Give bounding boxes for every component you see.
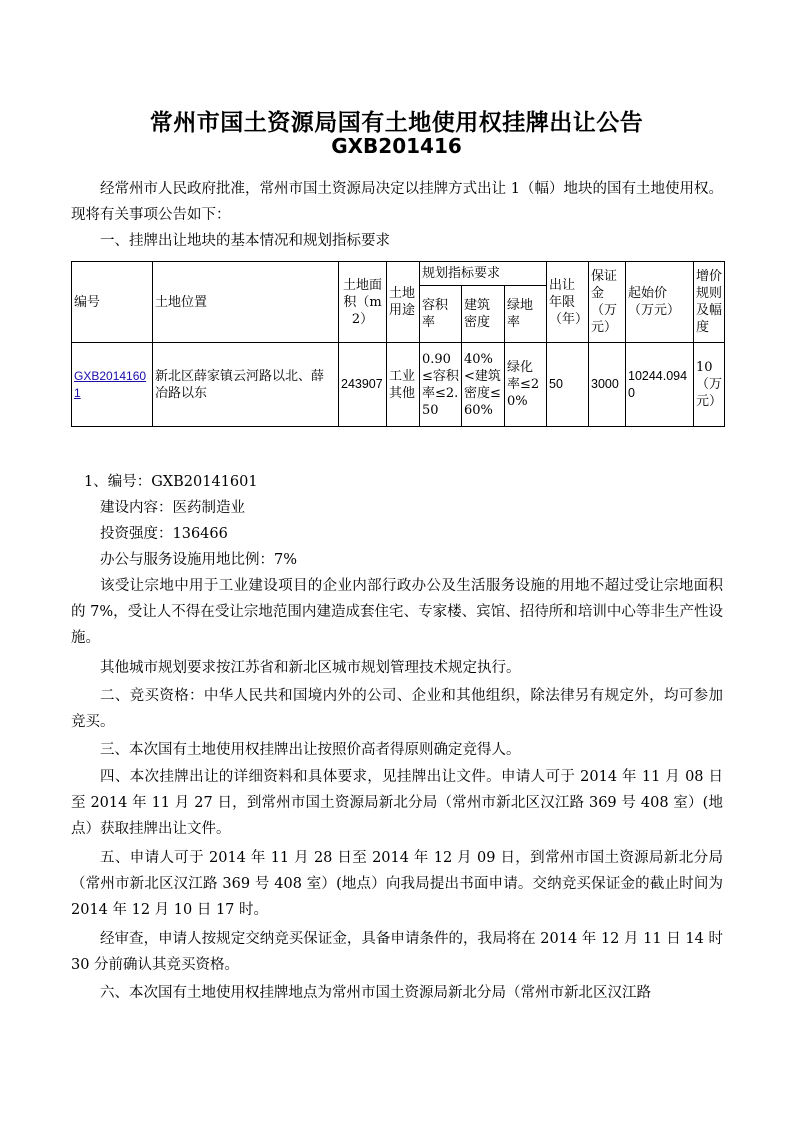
document-title: 常州市国土资源局国有土地使用权挂牌出让公告	[149, 110, 644, 136]
intro-paragraph: 经常州市人民政府批准，常州市国土资源局决定以挂牌方式出让 1（幅）地块的国有土地使用权。现将有关事项公告如下：	[71, 181, 723, 223]
header-location: 土地位置	[153, 262, 339, 343]
section1-heading: 一、挂牌出让地块的基本情况和规划指标要求	[100, 233, 390, 249]
header-area: 土地面积（m2）	[339, 262, 387, 343]
cell-area: 243907	[339, 343, 387, 427]
section-5-review: 经审查，申请人按规定交纳竞买保证金，具备申请条件的，我局将在 2014 年 12 月 11 日 14 时 30 分前确认其竞买资格。	[71, 931, 723, 973]
section-2: 二、竞买资格：中华人民共和国境内外的公司、企业和其他组织，除法律另有规定外，均可参加竞买。	[71, 688, 723, 730]
cell-start-price: 10244.0940	[626, 343, 694, 427]
cell-deposit: 3000	[589, 343, 626, 427]
document-code: GXB201416	[331, 134, 462, 158]
detail-office-note: 该受让宗地中用于工业建设项目的企业内部行政办公及生活服务设施的用地不超过受让宗地面积的 7%，受让人不得在受让宗地范围内建造成套住宅、专家楼、宾馆、招待所和培训中心等非生产性设施。	[71, 578, 723, 646]
cell-far: 0.90≤容积率≤2.50	[420, 343, 462, 427]
parcel-table	[71, 261, 725, 427]
header-density: 建筑密度	[462, 286, 505, 343]
detail-investment: 投资强度：136466	[100, 526, 228, 542]
cell-term: 50	[547, 343, 589, 427]
cell-density: 40%<建筑密度≤60%	[462, 343, 505, 427]
cell-increment: 10（万元）	[694, 343, 725, 427]
header-green: 绿地率	[505, 286, 547, 343]
detail-other-req: 其他城市规划要求按江苏省和新北区城市规划管理技术规定执行。	[100, 660, 521, 676]
section-3: 三、本次国有土地使用权挂牌出让按照价高者得原则确定竞得人。	[100, 742, 521, 758]
section-6: 六、本次国有土地使用权挂牌地点为常州市国土资源局新北分局（常州市新北区汉江路	[100, 985, 651, 1001]
cell-location: 新北区薛家镇云河路以北、薛冶路以东	[153, 343, 339, 427]
detail-item-no: 1、编号：GXB20141601	[84, 474, 258, 490]
header-far: 容积率	[420, 286, 462, 343]
header-deposit: 保证金（万元）	[589, 262, 626, 343]
header-term: 出让年限（年）	[547, 262, 589, 343]
cell-green: 绿化率≤20%	[505, 343, 547, 427]
cell-parcel-id[interactable]	[72, 343, 153, 427]
table-row	[72, 343, 725, 427]
header-start-price: 起始价（万元）	[626, 262, 694, 343]
header-use: 土地用途	[387, 262, 420, 343]
header-increment: 增价规则及幅度	[694, 262, 725, 343]
header-planning: 规划指标要求	[420, 262, 547, 286]
parcel-link[interactable]: GXB20141601	[74, 368, 147, 400]
header-parcel-id: 编号	[72, 262, 153, 343]
section-5: 五、申请人可于 2014 年 11 月 28 日至 2014 年 12 月 09 日，到常州市国土资源局新北分局（常州市新北区汉江路 369 号 408 室）(地点）向我局提出书面申请。交纳竞买保证金的截止时间为 2014 年 12 月 10 日 17 时。	[71, 850, 723, 918]
cell-use: 工业其他	[387, 343, 420, 427]
section-4: 四、本次挂牌出让的详细资料和具体要求，见挂牌出让文件。申请人可于 2014 年 11 月 08 日至 2014 年 11 月 27 日，到常州市国土资源局新北分局（常州市新北区汉江路 369 号 408 室）(地点）获取挂牌出让文件。	[71, 769, 723, 837]
detail-content: 建设内容：医药制造业	[100, 500, 245, 516]
detail-office-ratio: 办公与服务设施用地比例：7%	[100, 552, 298, 568]
